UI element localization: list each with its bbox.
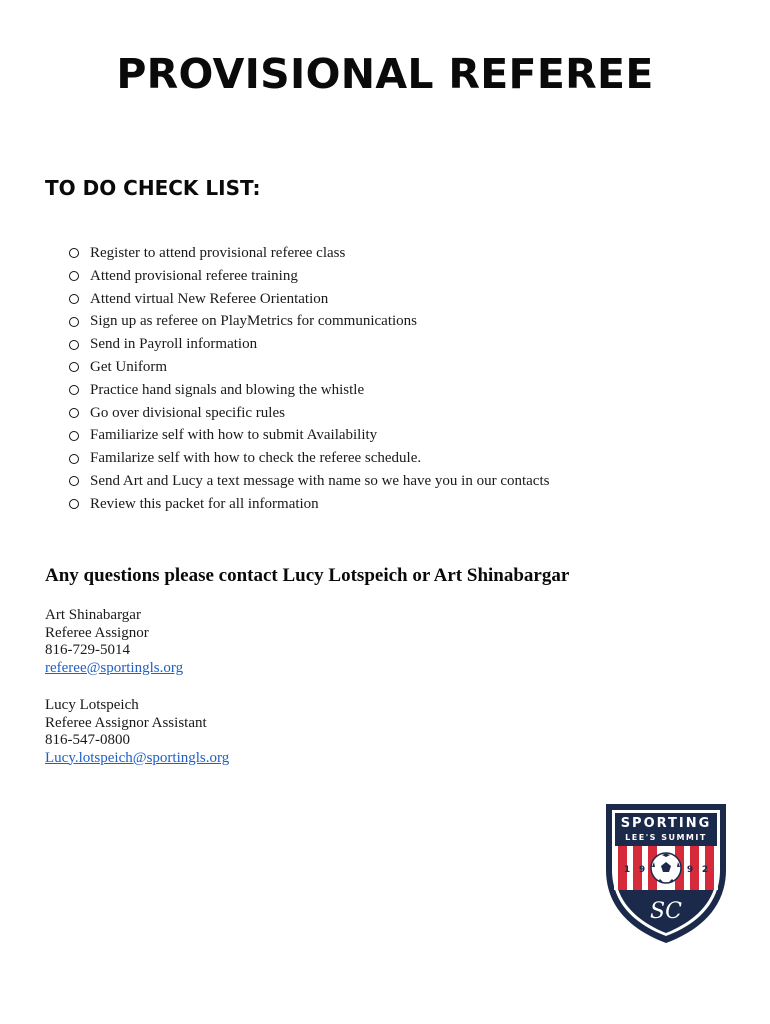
checklist-item — [69, 424, 549, 447]
circle-bullet-icon — [69, 248, 79, 258]
sporting-lees-summit-crest-logo — [600, 800, 732, 945]
contact-name: Art Shinabargar — [45, 607, 141, 623]
circle-bullet-icon — [69, 271, 79, 281]
circle-bullet-icon — [69, 408, 79, 418]
checklist-item-text: Send Art and Lucy a text message with name so we have you in our contacts — [90, 472, 550, 489]
contact-phone: 816-729-5014 — [45, 642, 130, 658]
checklist-item-text: Get Uniform — [90, 358, 168, 375]
logo-monogram: SC — [650, 899, 682, 924]
logo-digit: 9 — [686, 865, 694, 875]
checklist-item-text: Register to attend provisional referee class — [90, 245, 346, 261]
checklist-item-text: Practice hand signals and blowing the whistle — [90, 381, 365, 398]
checklist-item — [69, 356, 549, 379]
checklist-item — [69, 470, 549, 493]
checklist-item-text: Review this packet for all information — [90, 495, 319, 512]
checklist-item-text: Sign up as referee on PlayMetrics for communications — [90, 313, 417, 330]
contact-card-art — [45, 607, 183, 677]
circle-bullet-icon — [69, 499, 79, 509]
checklist-item-text: Attend provisional referee training — [90, 267, 298, 284]
checklist-item — [69, 379, 549, 402]
checklist-item-text: Send in Payroll information — [90, 336, 258, 353]
circle-bullet-icon — [69, 476, 79, 486]
contact-email-link[interactable]: Lucy.lotspeich@sportingls.org — [45, 749, 230, 766]
checklist-item — [69, 493, 549, 516]
checklist-item-text: Go over divisional specific rules — [90, 404, 285, 421]
logo-digit: 2 — [701, 865, 709, 875]
logo-text-lees-summit: LEE'S SUMMIT — [625, 833, 707, 842]
contact-role: Referee Assignor Assistant — [45, 714, 207, 731]
contact-role: Referee Assignor — [45, 624, 149, 641]
contact-card-lucy — [45, 697, 229, 767]
checklist-item — [69, 333, 549, 356]
logo-text-sporting: SPORTING — [620, 816, 712, 831]
circle-bullet-icon — [69, 431, 79, 441]
checklist-heading: TO DO CHECK LIST: — [45, 176, 261, 200]
page-title: PROVISIONAL REFEREE — [116, 50, 654, 98]
circle-bullet-icon — [69, 454, 79, 464]
checklist-item — [69, 242, 549, 265]
checklist-item-text: Familarize self with how to check the referee schedule. — [90, 450, 422, 467]
logo-digit: 1 — [623, 865, 631, 875]
checklist-item — [69, 288, 549, 311]
contact-name: Lucy Lotspeich — [45, 697, 139, 713]
checklist-item-text: Familiarize self with how to submit Availability — [90, 427, 378, 444]
soccer-ball-icon — [651, 853, 681, 883]
checklist-item — [69, 265, 549, 288]
checklist-item — [69, 310, 549, 333]
circle-bullet-icon — [69, 294, 79, 304]
circle-bullet-icon — [69, 317, 79, 327]
circle-bullet-icon — [69, 362, 79, 372]
circle-bullet-icon — [69, 340, 79, 350]
checklist-item — [69, 447, 549, 470]
logo-digit: 9 — [638, 865, 646, 875]
checklist-item — [69, 402, 549, 425]
contact-heading: Any questions please contact Lucy Lotspeich or Art Shinabargar — [45, 565, 570, 586]
checklist — [69, 242, 549, 516]
contact-phone: 816-547-0800 — [45, 732, 130, 748]
contact-email-link[interactable]: referee@sportingls.org — [45, 659, 184, 676]
checklist-item-text: Attend virtual New Referee Orientation — [90, 290, 329, 307]
circle-bullet-icon — [69, 385, 79, 395]
